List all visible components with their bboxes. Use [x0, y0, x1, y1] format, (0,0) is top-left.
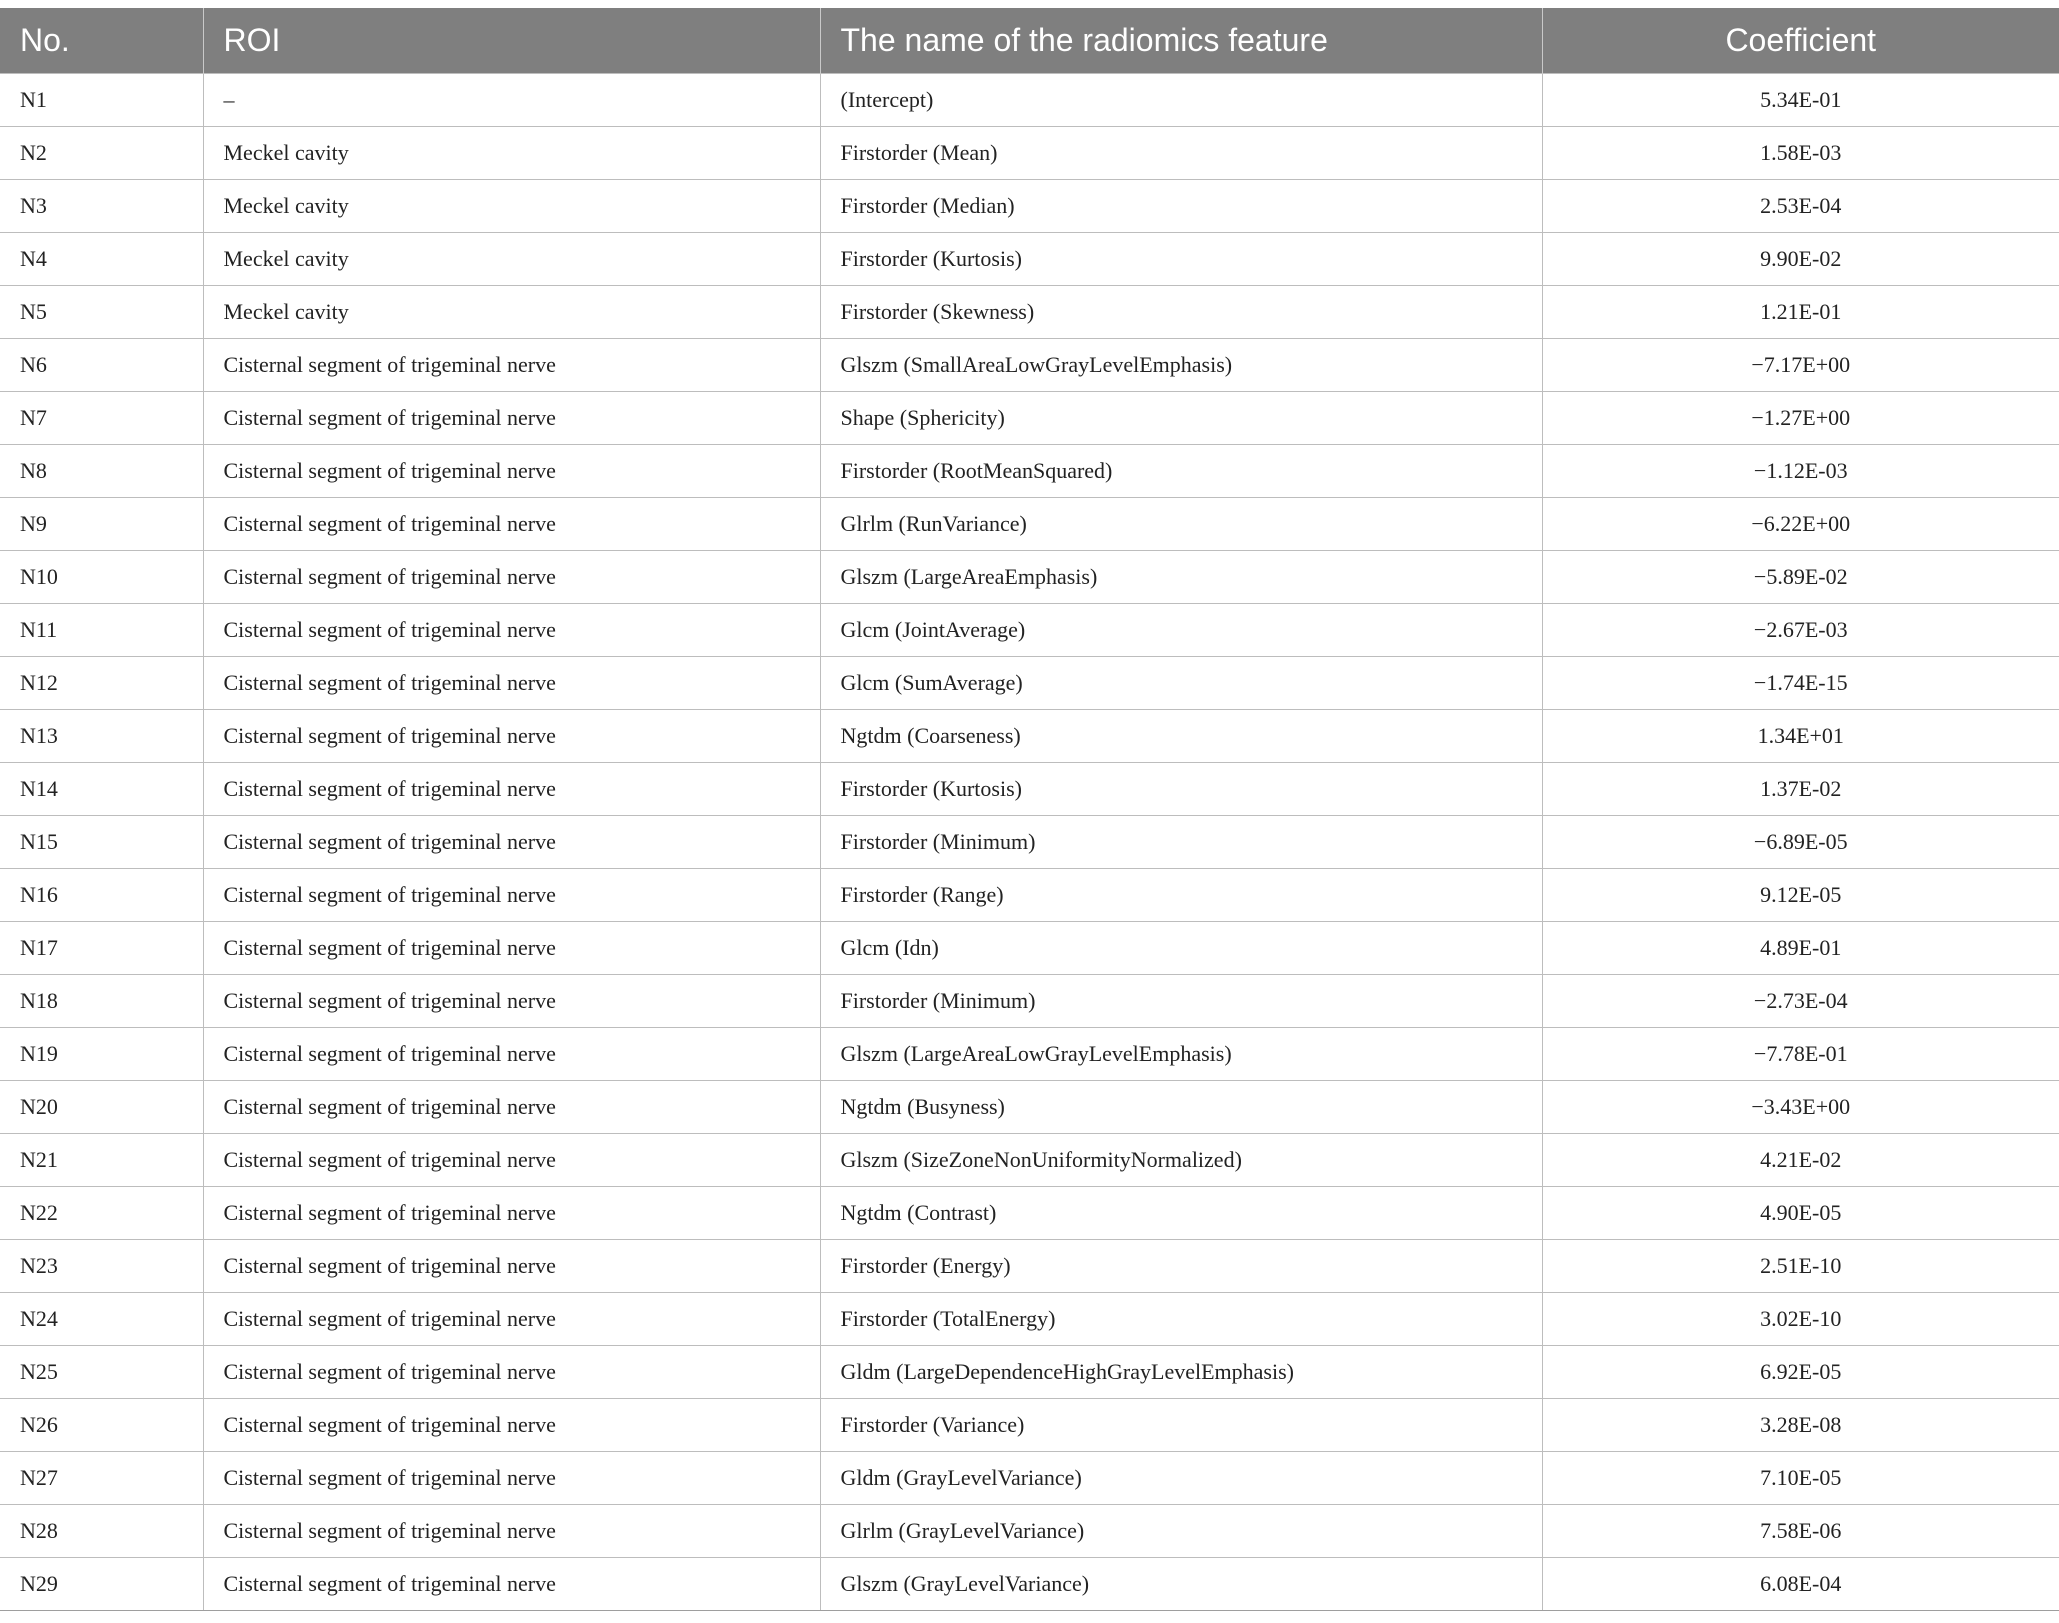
cell-coefficient: 1.34E+01 [1542, 709, 2059, 762]
cell-roi: Cisternal segment of trigeminal nerve [203, 550, 820, 603]
cell-coefficient: 7.10E-05 [1542, 1451, 2059, 1504]
cell-feature-name: Firstorder (Kurtosis) [820, 232, 1542, 285]
cell-no: N22 [0, 1186, 203, 1239]
table-row [0, 497, 2059, 550]
cell-coefficient: 9.12E-05 [1542, 868, 2059, 921]
cell-no: N23 [0, 1239, 203, 1292]
cell-no: N1 [0, 73, 203, 126]
cell-feature-name: Glszm (GrayLevelVariance) [820, 1557, 1542, 1610]
cell-roi: Cisternal segment of trigeminal nerve [203, 974, 820, 1027]
table-row [0, 338, 2059, 391]
table-row [0, 73, 2059, 126]
cell-no: N19 [0, 1027, 203, 1080]
cell-no: N28 [0, 1504, 203, 1557]
cell-feature-name: Firstorder (Range) [820, 868, 1542, 921]
cell-no: N26 [0, 1398, 203, 1451]
header-coefficient: Coefficient [1542, 8, 2059, 73]
radiomics-feature-table-container [0, 8, 2059, 1611]
cell-no: N18 [0, 974, 203, 1027]
cell-feature-name: Firstorder (Kurtosis) [820, 762, 1542, 815]
cell-roi: Meckel cavity [203, 126, 820, 179]
cell-coefficient: −2.67E-03 [1542, 603, 2059, 656]
cell-roi: Cisternal segment of trigeminal nerve [203, 1239, 820, 1292]
cell-roi: Cisternal segment of trigeminal nerve [203, 1133, 820, 1186]
cell-roi: Cisternal segment of trigeminal nerve [203, 1504, 820, 1557]
cell-feature-name: Firstorder (Mean) [820, 126, 1542, 179]
cell-no: N17 [0, 921, 203, 974]
cell-feature-name: Ngtdm (Busyness) [820, 1080, 1542, 1133]
header-feature-name: The name of the radiomics feature [820, 8, 1542, 73]
cell-roi: Cisternal segment of trigeminal nerve [203, 391, 820, 444]
cell-no: N21 [0, 1133, 203, 1186]
cell-no: N24 [0, 1292, 203, 1345]
table-row [0, 179, 2059, 232]
cell-coefficient: 4.90E-05 [1542, 1186, 2059, 1239]
cell-feature-name: Glrlm (GrayLevelVariance) [820, 1504, 1542, 1557]
table-row [0, 1080, 2059, 1133]
cell-feature-name: Firstorder (Energy) [820, 1239, 1542, 1292]
cell-coefficient: −5.89E-02 [1542, 550, 2059, 603]
cell-roi: Cisternal segment of trigeminal nerve [203, 1292, 820, 1345]
cell-feature-name: Glcm (JointAverage) [820, 603, 1542, 656]
cell-roi: Cisternal segment of trigeminal nerve [203, 603, 820, 656]
cell-roi: Cisternal segment of trigeminal nerve [203, 1451, 820, 1504]
cell-roi: Cisternal segment of trigeminal nerve [203, 1557, 820, 1610]
cell-roi: Cisternal segment of trigeminal nerve [203, 1186, 820, 1239]
cell-feature-name: Glrlm (RunVariance) [820, 497, 1542, 550]
table-body [0, 73, 2059, 1610]
table-row [0, 1451, 2059, 1504]
cell-roi: Cisternal segment of trigeminal nerve [203, 444, 820, 497]
table-row [0, 1345, 2059, 1398]
cell-coefficient: 9.90E-02 [1542, 232, 2059, 285]
cell-coefficient: 1.58E-03 [1542, 126, 2059, 179]
table-row [0, 762, 2059, 815]
radiomics-feature-table [0, 8, 2059, 1611]
cell-feature-name: Firstorder (TotalEnergy) [820, 1292, 1542, 1345]
cell-no: N7 [0, 391, 203, 444]
cell-feature-name: Firstorder (Variance) [820, 1398, 1542, 1451]
cell-coefficient: −2.73E-04 [1542, 974, 2059, 1027]
table-row [0, 921, 2059, 974]
cell-no: N25 [0, 1345, 203, 1398]
cell-feature-name: (Intercept) [820, 73, 1542, 126]
cell-roi: Cisternal segment of trigeminal nerve [203, 762, 820, 815]
cell-coefficient: −1.27E+00 [1542, 391, 2059, 444]
cell-roi: Meckel cavity [203, 232, 820, 285]
cell-coefficient: −1.74E-15 [1542, 656, 2059, 709]
cell-no: N16 [0, 868, 203, 921]
cell-roi: Cisternal segment of trigeminal nerve [203, 815, 820, 868]
cell-no: N20 [0, 1080, 203, 1133]
cell-coefficient: −1.12E-03 [1542, 444, 2059, 497]
header-row [0, 8, 2059, 73]
table-row [0, 1186, 2059, 1239]
cell-coefficient: −7.17E+00 [1542, 338, 2059, 391]
cell-no: N29 [0, 1557, 203, 1610]
cell-feature-name: Firstorder (Median) [820, 179, 1542, 232]
header-roi: ROI [203, 8, 820, 73]
cell-roi: Cisternal segment of trigeminal nerve [203, 338, 820, 391]
cell-coefficient: −3.43E+00 [1542, 1080, 2059, 1133]
cell-coefficient: 4.21E-02 [1542, 1133, 2059, 1186]
cell-roi: Cisternal segment of trigeminal nerve [203, 1398, 820, 1451]
cell-no: N15 [0, 815, 203, 868]
cell-roi: Cisternal segment of trigeminal nerve [203, 497, 820, 550]
cell-coefficient: 6.08E-04 [1542, 1557, 2059, 1610]
cell-coefficient: 7.58E-06 [1542, 1504, 2059, 1557]
table-row [0, 1557, 2059, 1610]
cell-coefficient: 5.34E-01 [1542, 73, 2059, 126]
cell-roi: Cisternal segment of trigeminal nerve [203, 709, 820, 762]
table-row [0, 868, 2059, 921]
table-row [0, 444, 2059, 497]
cell-feature-name: Glcm (SumAverage) [820, 656, 1542, 709]
cell-no: N11 [0, 603, 203, 656]
table-row [0, 1504, 2059, 1557]
cell-coefficient: 6.92E-05 [1542, 1345, 2059, 1398]
cell-no: N8 [0, 444, 203, 497]
cell-roi: – [203, 73, 820, 126]
cell-roi: Meckel cavity [203, 285, 820, 338]
table-row [0, 1292, 2059, 1345]
table-header [0, 8, 2059, 73]
cell-no: N6 [0, 338, 203, 391]
cell-coefficient: −6.89E-05 [1542, 815, 2059, 868]
table-row [0, 391, 2059, 444]
table-row [0, 709, 2059, 762]
cell-feature-name: Glszm (SizeZoneNonUniformityNormalized) [820, 1133, 1542, 1186]
cell-coefficient: 3.28E-08 [1542, 1398, 2059, 1451]
cell-roi: Cisternal segment of trigeminal nerve [203, 656, 820, 709]
table-row [0, 1027, 2059, 1080]
cell-feature-name: Glszm (LargeAreaLowGrayLevelEmphasis) [820, 1027, 1542, 1080]
cell-no: N5 [0, 285, 203, 338]
cell-roi: Meckel cavity [203, 179, 820, 232]
table-row [0, 1239, 2059, 1292]
cell-no: N13 [0, 709, 203, 762]
cell-feature-name: Ngtdm (Contrast) [820, 1186, 1542, 1239]
table-row [0, 126, 2059, 179]
table-row [0, 603, 2059, 656]
cell-no: N27 [0, 1451, 203, 1504]
cell-roi: Cisternal segment of trigeminal nerve [203, 1027, 820, 1080]
header-no: No. [0, 8, 203, 73]
table-row [0, 285, 2059, 338]
cell-no: N9 [0, 497, 203, 550]
cell-feature-name: Firstorder (RootMeanSquared) [820, 444, 1542, 497]
cell-coefficient: −7.78E-01 [1542, 1027, 2059, 1080]
cell-roi: Cisternal segment of trigeminal nerve [203, 921, 820, 974]
cell-feature-name: Firstorder (Minimum) [820, 974, 1542, 1027]
cell-coefficient: 1.21E-01 [1542, 285, 2059, 338]
cell-coefficient: 4.89E-01 [1542, 921, 2059, 974]
cell-coefficient: 2.51E-10 [1542, 1239, 2059, 1292]
cell-feature-name: Shape (Sphericity) [820, 391, 1542, 444]
cell-feature-name: Gldm (GrayLevelVariance) [820, 1451, 1542, 1504]
cell-feature-name: Firstorder (Minimum) [820, 815, 1542, 868]
cell-no: N4 [0, 232, 203, 285]
cell-coefficient: 1.37E-02 [1542, 762, 2059, 815]
cell-coefficient: 3.02E-10 [1542, 1292, 2059, 1345]
cell-no: N12 [0, 656, 203, 709]
table-row [0, 974, 2059, 1027]
cell-feature-name: Ngtdm (Coarseness) [820, 709, 1542, 762]
cell-feature-name: Glszm (SmallAreaLowGrayLevelEmphasis) [820, 338, 1542, 391]
cell-roi: Cisternal segment of trigeminal nerve [203, 1080, 820, 1133]
cell-feature-name: Gldm (LargeDependenceHighGrayLevelEmphasis) [820, 1345, 1542, 1398]
table-row [0, 815, 2059, 868]
cell-no: N14 [0, 762, 203, 815]
table-row [0, 1398, 2059, 1451]
cell-coefficient: −6.22E+00 [1542, 497, 2059, 550]
table-row [0, 232, 2059, 285]
cell-roi: Cisternal segment of trigeminal nerve [203, 868, 820, 921]
cell-coefficient: 2.53E-04 [1542, 179, 2059, 232]
table-row [0, 656, 2059, 709]
cell-feature-name: Glcm (Idn) [820, 921, 1542, 974]
cell-roi: Cisternal segment of trigeminal nerve [203, 1345, 820, 1398]
cell-no: N10 [0, 550, 203, 603]
cell-no: N3 [0, 179, 203, 232]
cell-feature-name: Firstorder (Skewness) [820, 285, 1542, 338]
table-row [0, 1133, 2059, 1186]
cell-no: N2 [0, 126, 203, 179]
table-row [0, 550, 2059, 603]
cell-feature-name: Glszm (LargeAreaEmphasis) [820, 550, 1542, 603]
